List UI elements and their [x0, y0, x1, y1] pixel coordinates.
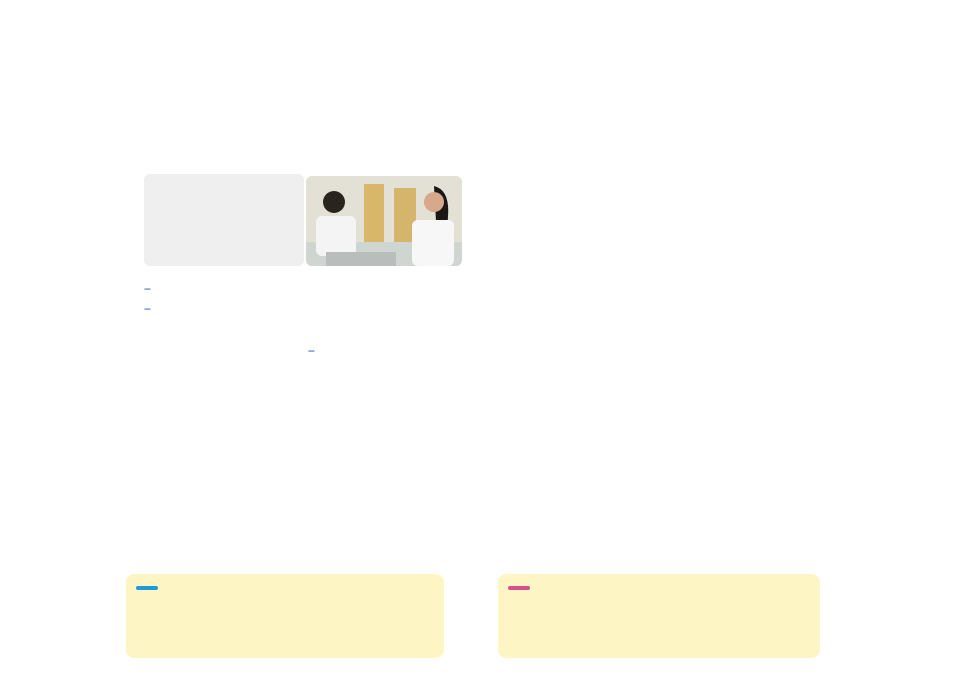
top-photo-strip	[0, 0, 960, 112]
interview-column-3	[498, 118, 664, 162]
experience-tag-girl	[508, 586, 530, 590]
answer-akari	[308, 363, 474, 403]
question-heading	[144, 303, 306, 316]
answer-continued	[498, 118, 664, 158]
experience-tag-boy	[136, 586, 158, 590]
interview-column-1	[144, 276, 306, 365]
right-photo-column	[840, 112, 960, 678]
question-heading	[144, 283, 306, 296]
left-photo-column	[0, 112, 120, 678]
interview-classroom-photo	[306, 176, 462, 266]
experience-box-girl	[498, 574, 820, 658]
answer-continued	[308, 272, 474, 338]
intro-box	[144, 174, 304, 266]
interview-column-4	[664, 130, 834, 134]
answer-akari	[144, 321, 306, 361]
experience-box-boy	[126, 574, 444, 658]
question-heading	[308, 345, 474, 358]
interview-column-2	[308, 272, 474, 407]
article-content	[120, 112, 840, 678]
